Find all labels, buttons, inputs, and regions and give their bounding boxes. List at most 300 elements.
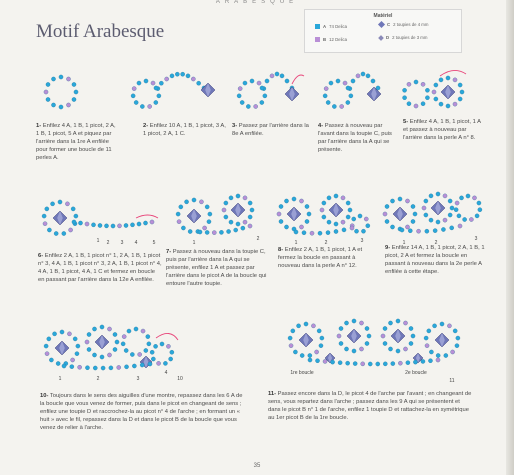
toupie: [435, 333, 449, 347]
bead-ring: [150, 342, 174, 366]
bead: [134, 327, 138, 331]
bead: [71, 207, 75, 211]
bead: [157, 94, 161, 98]
bead: [383, 362, 387, 366]
bead: [236, 222, 240, 226]
bead: [240, 100, 244, 104]
bead: [400, 228, 404, 232]
toupie: [95, 335, 109, 349]
bead: [296, 324, 300, 328]
bead: [425, 88, 429, 92]
bead: [432, 324, 436, 328]
bead: [229, 220, 233, 224]
bead: [92, 353, 96, 357]
bead: [54, 231, 58, 235]
bead: [154, 100, 158, 104]
bead: [407, 82, 411, 86]
bead: [365, 326, 369, 330]
bead: [320, 336, 324, 340]
bead: [383, 341, 387, 345]
bead: [101, 366, 105, 370]
bead: [237, 94, 241, 98]
bead: [396, 319, 400, 323]
bead: [113, 347, 117, 351]
bead: [43, 222, 47, 226]
bead: [115, 340, 119, 344]
bead: [140, 104, 144, 108]
bead: [456, 336, 460, 340]
bead: [175, 72, 179, 76]
thread-arrow: [156, 333, 178, 340]
bead: [151, 357, 155, 361]
bead: [385, 204, 389, 208]
step-7: 7- Passez à nouveau dans la toupie C, puis par l'arrière dans la A qui se présente, enfilez 1 A et passez par l'arrière dans le picot A de la boucle qui entoure l'autre toupie.: [166, 249, 267, 288]
bead: [320, 208, 324, 212]
bead: [122, 334, 126, 338]
bead: [292, 197, 296, 201]
thread-arrow: [292, 75, 304, 84]
bead: [361, 72, 365, 76]
bead: [364, 217, 368, 221]
bead: [147, 342, 151, 346]
bead: [72, 97, 76, 101]
bead: [388, 321, 392, 325]
bead: [361, 229, 365, 233]
bead: [422, 206, 426, 210]
diagram-label: 1: [402, 240, 406, 246]
bead: [383, 212, 387, 216]
bead: [381, 334, 385, 338]
material-text: 74 Delica: [329, 24, 348, 29]
diagram-label-group: [257, 236, 260, 242]
bead: [356, 74, 360, 78]
toupie: [285, 87, 299, 101]
diagram-label: 3: [360, 238, 364, 244]
bead: [424, 199, 428, 203]
bead: [308, 353, 312, 357]
thread-arrow: [136, 215, 158, 218]
bead: [85, 222, 89, 226]
thread-path: [440, 70, 466, 76]
bead: [439, 78, 443, 82]
bead-ring: [131, 79, 161, 109]
diagram-label-group: [135, 240, 138, 246]
bead: [188, 229, 192, 233]
bead: [323, 94, 327, 98]
bead: [348, 208, 352, 212]
bead: [181, 226, 185, 230]
bead: [385, 219, 389, 223]
bead: [184, 200, 188, 204]
diagram-label: 10: [177, 376, 183, 382]
bead: [330, 360, 334, 364]
thread-path: [292, 75, 304, 84]
bead-ring: [350, 214, 370, 233]
bead: [390, 225, 394, 229]
bead: [434, 83, 438, 87]
bead-strand: [72, 220, 154, 228]
bead: [421, 82, 425, 86]
bead-strand: [400, 224, 462, 233]
bead: [260, 86, 264, 90]
bead: [243, 220, 247, 224]
diagram-label-group: [475, 236, 478, 242]
bead: [459, 196, 463, 200]
bead: [179, 205, 183, 209]
bead: [340, 104, 344, 108]
bead: [263, 94, 267, 98]
bead: [117, 365, 121, 369]
toupie: [53, 211, 67, 225]
diagram-label: 2: [96, 376, 100, 382]
bead: [130, 352, 134, 356]
bead: [352, 217, 356, 221]
bead: [457, 214, 461, 218]
bead: [67, 332, 71, 336]
bead: [341, 196, 345, 200]
bead: [73, 337, 77, 341]
bead: [44, 344, 48, 348]
bead: [344, 321, 348, 325]
bead: [107, 327, 111, 331]
bead: [403, 321, 407, 325]
bead: [327, 196, 331, 200]
diagram-step-11: [276, 310, 468, 386]
bead: [49, 358, 53, 362]
bead: [475, 214, 479, 218]
bead: [472, 196, 476, 200]
bead-ring: [402, 80, 429, 108]
bead: [144, 79, 148, 83]
bead: [132, 364, 136, 368]
bead: [45, 207, 49, 211]
bead: [478, 208, 482, 212]
diagram-label: 11: [449, 378, 455, 384]
bead-ring: [44, 75, 78, 109]
materials-box: [304, 9, 462, 53]
toupie: [55, 341, 69, 355]
bead: [299, 225, 303, 229]
bead: [59, 105, 63, 109]
bead: [246, 104, 250, 108]
bead: [339, 341, 343, 345]
bead: [433, 229, 437, 233]
page-number: 35: [253, 463, 261, 469]
bead: [93, 366, 97, 370]
bead: [368, 362, 372, 366]
material-key: B: [323, 37, 327, 42]
bead: [47, 337, 51, 341]
diagram-label-group: [193, 240, 196, 246]
bead: [42, 214, 46, 218]
bead: [346, 100, 350, 104]
bead-a-swatch: [315, 24, 320, 29]
bead: [324, 86, 328, 90]
bead: [440, 322, 444, 326]
bead: [477, 201, 481, 205]
diagram-label-group: [165, 370, 168, 376]
material-text: 12 Delica: [329, 37, 348, 42]
diagram-label: 2: [106, 240, 110, 246]
bead: [191, 77, 195, 81]
diagram-label: 1: [58, 376, 62, 382]
bead: [458, 83, 462, 87]
bead: [450, 226, 454, 230]
bead: [447, 324, 451, 328]
bead: [219, 230, 223, 234]
diagram-label-group: [137, 376, 140, 382]
bead: [140, 363, 144, 367]
bead: [70, 365, 74, 369]
bead: [409, 341, 413, 345]
bead: [402, 96, 406, 100]
bead: [361, 362, 365, 366]
bead: [353, 361, 357, 365]
toupie-c-swatch: [378, 21, 385, 28]
step-11: 11- Passez encore dans la D, le picot 4 de l'arche par l'avant ; en changeant de sens, vous repartez dans l'arche ; passez dans les 9 A qui se présentent et dans le picot B n° 1 de l'arche, enfilez 1 toupie D et rattachez-la en symétrique au 1er picot B de la 1re boucle.: [268, 391, 472, 422]
toupie: [393, 207, 407, 221]
bead: [329, 81, 333, 85]
step-5: 5- Enfilez 4 A, 1 B, 1 picot, 1 A et passez à nouveau par l'arrière dans la perle A n° 8.: [403, 119, 481, 142]
bead: [270, 74, 274, 78]
bead: [117, 224, 121, 228]
bead: [346, 361, 350, 365]
bead: [458, 97, 462, 101]
bead: [146, 334, 150, 338]
bead: [65, 202, 69, 206]
thread-arrow: [440, 70, 466, 76]
bead: [444, 353, 448, 357]
bead: [205, 230, 209, 234]
bead: [46, 97, 50, 101]
bead: [74, 90, 78, 94]
bead-ring: [121, 327, 151, 357]
step-3: 3- Passez par l'arrière dans la 8e A enfilée.: [232, 123, 309, 138]
step-2: 2- Enfilez 10 A, 1 B, 1 picot, 3 A, 1 picot, 2 A, 1 C.: [143, 123, 226, 138]
bead: [291, 329, 295, 333]
bead: [69, 228, 73, 232]
bead: [121, 342, 125, 346]
bead: [138, 352, 142, 356]
bead: [432, 90, 436, 94]
bead: [109, 366, 113, 370]
bead: [346, 215, 350, 219]
bead: [229, 196, 233, 200]
material-text: 2 toupies de 4 mm: [393, 22, 429, 27]
bead: [156, 361, 160, 365]
diagram-label-group: [97, 376, 100, 382]
bead: [458, 224, 462, 228]
bead: [199, 200, 203, 204]
bead: [279, 219, 283, 223]
bead: [338, 361, 342, 365]
bead: [446, 104, 450, 108]
bead: [124, 223, 128, 227]
bead: [284, 225, 288, 229]
bead: [305, 219, 309, 223]
bead: [224, 215, 228, 219]
bead-strand: [154, 72, 206, 90]
bead: [71, 358, 75, 362]
bead: [212, 231, 216, 235]
bead: [275, 72, 279, 76]
bead: [141, 329, 145, 333]
bead: [294, 230, 298, 234]
bead: [436, 358, 440, 362]
bead: [78, 221, 82, 225]
bead: [388, 347, 392, 351]
book-spine-shadow: [506, 0, 514, 475]
bead: [154, 86, 158, 90]
bead: [337, 334, 341, 338]
bead: [323, 359, 327, 363]
bead: [72, 82, 76, 86]
bead: [307, 212, 311, 216]
bead: [56, 361, 60, 365]
bead: [224, 201, 228, 205]
toupie: [299, 333, 313, 347]
bead: [74, 214, 78, 218]
thread-path: [156, 333, 178, 340]
material-row-b: [315, 37, 347, 42]
bead: [339, 326, 343, 330]
bead: [166, 344, 170, 348]
bead: [72, 220, 76, 224]
bead: [124, 365, 128, 369]
bead: [367, 334, 371, 338]
bead: [165, 77, 169, 81]
bead: [222, 208, 226, 212]
diagram-label-group: [121, 240, 124, 246]
bead: [148, 104, 152, 108]
toupie: [431, 201, 445, 215]
bead: [351, 79, 355, 83]
materials-heading: Matériel: [373, 13, 393, 19]
toupie: [187, 209, 201, 223]
bead: [318, 231, 322, 235]
bead: [450, 206, 454, 210]
bead: [304, 322, 308, 326]
bead: [144, 348, 148, 352]
bead: [354, 229, 358, 233]
bead: [169, 357, 173, 361]
diagram-step-3: [232, 66, 312, 116]
bead: [50, 202, 54, 206]
bead: [396, 349, 400, 353]
bead-ring: [454, 194, 482, 222]
bead: [436, 220, 440, 224]
bead: [446, 76, 450, 80]
bead: [234, 228, 238, 232]
toupie: [329, 203, 343, 217]
bead: [383, 326, 387, 330]
bead: [127, 329, 131, 333]
diagram-label: 4: [134, 240, 138, 246]
bead: [414, 104, 418, 108]
bead: [317, 329, 321, 333]
bead: [132, 86, 136, 90]
bead: [85, 340, 89, 344]
bead: [241, 226, 245, 230]
bead: [104, 224, 108, 228]
bead: [334, 222, 338, 226]
diagram-step-1: [36, 66, 126, 116]
bead: [322, 215, 326, 219]
toupie: [201, 83, 215, 97]
diagram-label-group: [107, 240, 110, 246]
bead: [207, 220, 211, 224]
bead: [424, 213, 428, 217]
bead: [111, 224, 115, 228]
bead: [344, 347, 348, 351]
bead: [52, 332, 56, 336]
bead: [248, 224, 252, 228]
bead: [326, 100, 330, 104]
running-header: ARABESQUE: [215, 0, 299, 5]
bead: [460, 90, 464, 94]
bead: [279, 204, 283, 208]
bead: [411, 334, 415, 338]
bead: [280, 74, 284, 78]
bead: [308, 358, 312, 362]
bead: [391, 361, 395, 365]
diagram-step-8: [274, 188, 374, 248]
bead: [358, 214, 362, 218]
step-1: 1- Enfilez 4 A, 1 B, 1 picot, 2 A, 1 B, 1 picot, 5 A et piquez par l'arrière dans la 1re A enfilée pour former une boucle de 11 perles A.: [36, 123, 116, 162]
bead: [350, 226, 354, 230]
diagram-label: 1: [294, 240, 298, 246]
bead: [159, 81, 163, 85]
bead: [288, 336, 292, 340]
bead: [299, 199, 303, 203]
bead: [343, 81, 347, 85]
bead: [425, 96, 429, 100]
bead: [66, 103, 70, 107]
step-4: 4- Passez à nouveau par l'avant dans la toupie C, puis par l'arrière dans la A qui se présente.: [318, 123, 392, 154]
diagram-label: 2: [324, 240, 328, 246]
bead: [341, 220, 345, 224]
bead: [85, 366, 89, 370]
bead: [403, 347, 407, 351]
toupie: [347, 329, 361, 343]
bead: [334, 229, 338, 233]
bead: [197, 81, 201, 85]
material-key: D: [386, 35, 390, 40]
bead-ring: [323, 79, 353, 109]
bead: [315, 359, 319, 363]
bead: [45, 352, 49, 356]
bead: [402, 88, 406, 92]
page-title: Motif Arabesque: [36, 21, 165, 42]
bead: [434, 97, 438, 101]
diagram-label-group: [153, 240, 156, 246]
bead: [177, 220, 181, 224]
bead: [305, 204, 309, 208]
bead: [186, 74, 190, 78]
bead: [376, 362, 380, 366]
toupie: [441, 85, 455, 99]
bead: [414, 80, 418, 84]
bead: [91, 223, 95, 227]
bead: [413, 212, 417, 216]
bead: [427, 329, 431, 333]
bead: [334, 194, 338, 198]
bead-b-swatch: [315, 37, 320, 42]
step-10: 10- Toujours dans le sens des aiguilles d'une montre, repassez dans les 6 A de la boucle que vous venez de former, puis dans le picot en changeant de sens ; enfilez une toupie D et raccrochez-la au picot n° 4 de l'arche ; en formant un « huit » avec le fil, repassez dans la D et dans le picot B de la boucle que vous venez de relier à l'arche.: [40, 393, 243, 432]
bead: [453, 329, 457, 333]
bead: [409, 326, 413, 330]
bead-ring: [237, 79, 267, 109]
